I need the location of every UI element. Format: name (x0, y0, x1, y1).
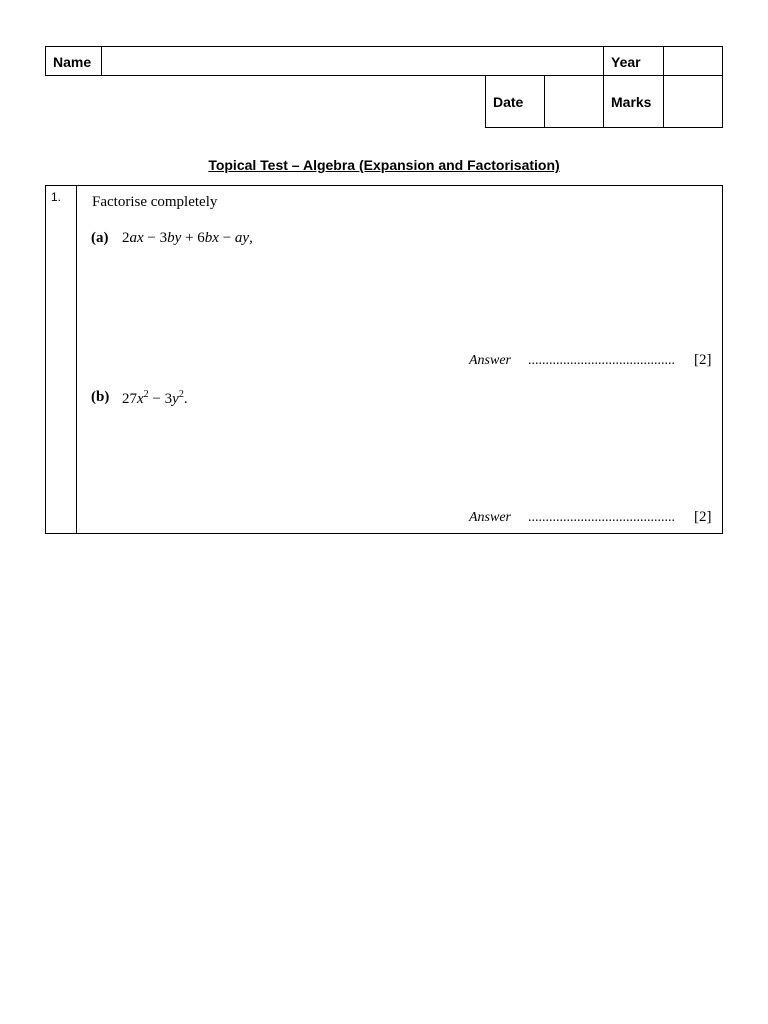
date-label-cell (485, 75, 545, 128)
part-b-label: (b) (91, 389, 110, 405)
marks-label-cell (603, 75, 664, 128)
part-a-answer-label: Answer (469, 353, 511, 368)
name-label-cell (45, 46, 102, 76)
part-a-label: (a) (91, 230, 109, 246)
question-instruction: Factorise completely (92, 194, 218, 210)
part-b-answer-field[interactable]: .......................................... (528, 510, 675, 525)
year-label-cell (603, 46, 664, 76)
name-field[interactable] (101, 46, 604, 76)
date-label: Date (493, 94, 524, 110)
question-box-right-border (722, 185, 723, 534)
part-a-answer-field[interactable]: .......................................... (528, 353, 675, 368)
page-title: Topical Test – Algebra (Expansion and Factorisation) (208, 157, 560, 173)
question-box-top-right-tick (716, 185, 723, 186)
part-b-answer-label: Answer (469, 510, 511, 525)
marks-field[interactable] (663, 75, 723, 128)
year-field[interactable] (663, 46, 723, 76)
date-field[interactable] (544, 75, 604, 128)
marks-label: Marks (611, 94, 652, 110)
question-number: 1. (51, 190, 62, 204)
part-b-expression: $27x^2 - 3y^2$. (122, 389, 188, 407)
question-number-divider (76, 185, 77, 534)
year-label: Year (611, 54, 641, 70)
part-a-marks: [2] (694, 352, 712, 368)
part-b-marks: [2] (694, 509, 712, 525)
name-label: Name (53, 54, 92, 70)
part-a-expression: 2ax − 3by + 6bx − ay, (122, 230, 253, 246)
